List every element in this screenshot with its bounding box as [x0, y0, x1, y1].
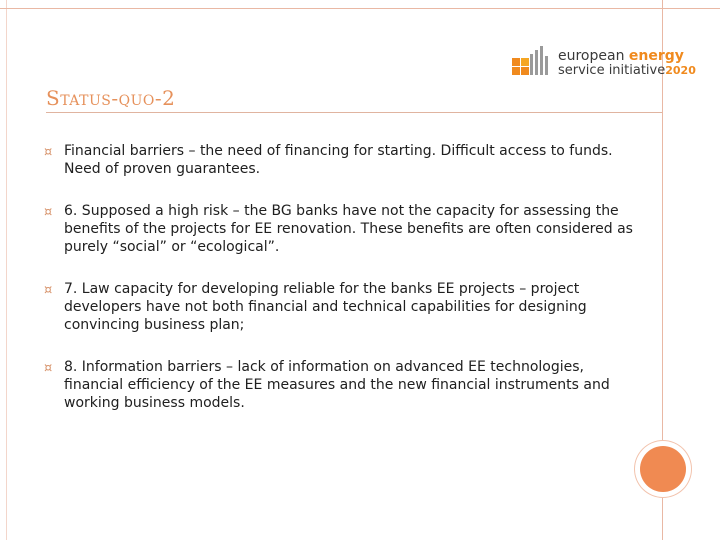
logo-line-1-part-b: energy	[628, 48, 684, 64]
bullet-marker-icon: ¤	[44, 205, 53, 220]
decorative-orange-circle	[640, 446, 686, 492]
bullet-text: Financial barriers – the need of financing for starting. Difficult access to funds. Need of proven guarantees.	[64, 143, 613, 177]
title-underline	[46, 112, 662, 113]
logo-line-2-part-a: service initiative	[558, 63, 666, 78]
bullet-item	[44, 280, 644, 334]
bullet-marker-icon: ¤	[44, 361, 53, 376]
bullet-text: 6. Supposed a high risk – the BG banks have not the capacity for assessing the benefits of the projects for EE renovation. These benefits are often considered as purely “social” or “ecological”.	[64, 203, 633, 255]
eesi2020-logo	[508, 44, 696, 78]
slide-frame-left-line	[6, 0, 7, 540]
bullet-text: 8. Information barriers – lack of information on advanced EE technologies, financial efficiency of the EE measures and the new financial instruments and working business models.	[64, 359, 610, 411]
logo-line-1-part-a: european	[558, 48, 629, 64]
bullet-marker-icon: ¤	[44, 145, 53, 160]
bullet-marker-icon: ¤	[44, 283, 53, 298]
logo-line-2-year: 2020	[665, 64, 696, 77]
slide-frame-top-line	[0, 8, 720, 9]
slide-title: Status-quo-2	[46, 86, 176, 110]
bullet-item	[44, 142, 644, 178]
bullet-text: 7. Law capacity for developing reliable for the banks EE projects – project developers have not both financial and technical capabilities for designing convincing business plan;	[64, 281, 587, 333]
bullet-list	[44, 142, 644, 436]
logo-line-1	[558, 48, 684, 64]
bullet-item	[44, 202, 644, 256]
logo-line-2	[558, 63, 696, 78]
logo-bars-icon	[510, 44, 552, 76]
bullet-item	[44, 358, 644, 412]
